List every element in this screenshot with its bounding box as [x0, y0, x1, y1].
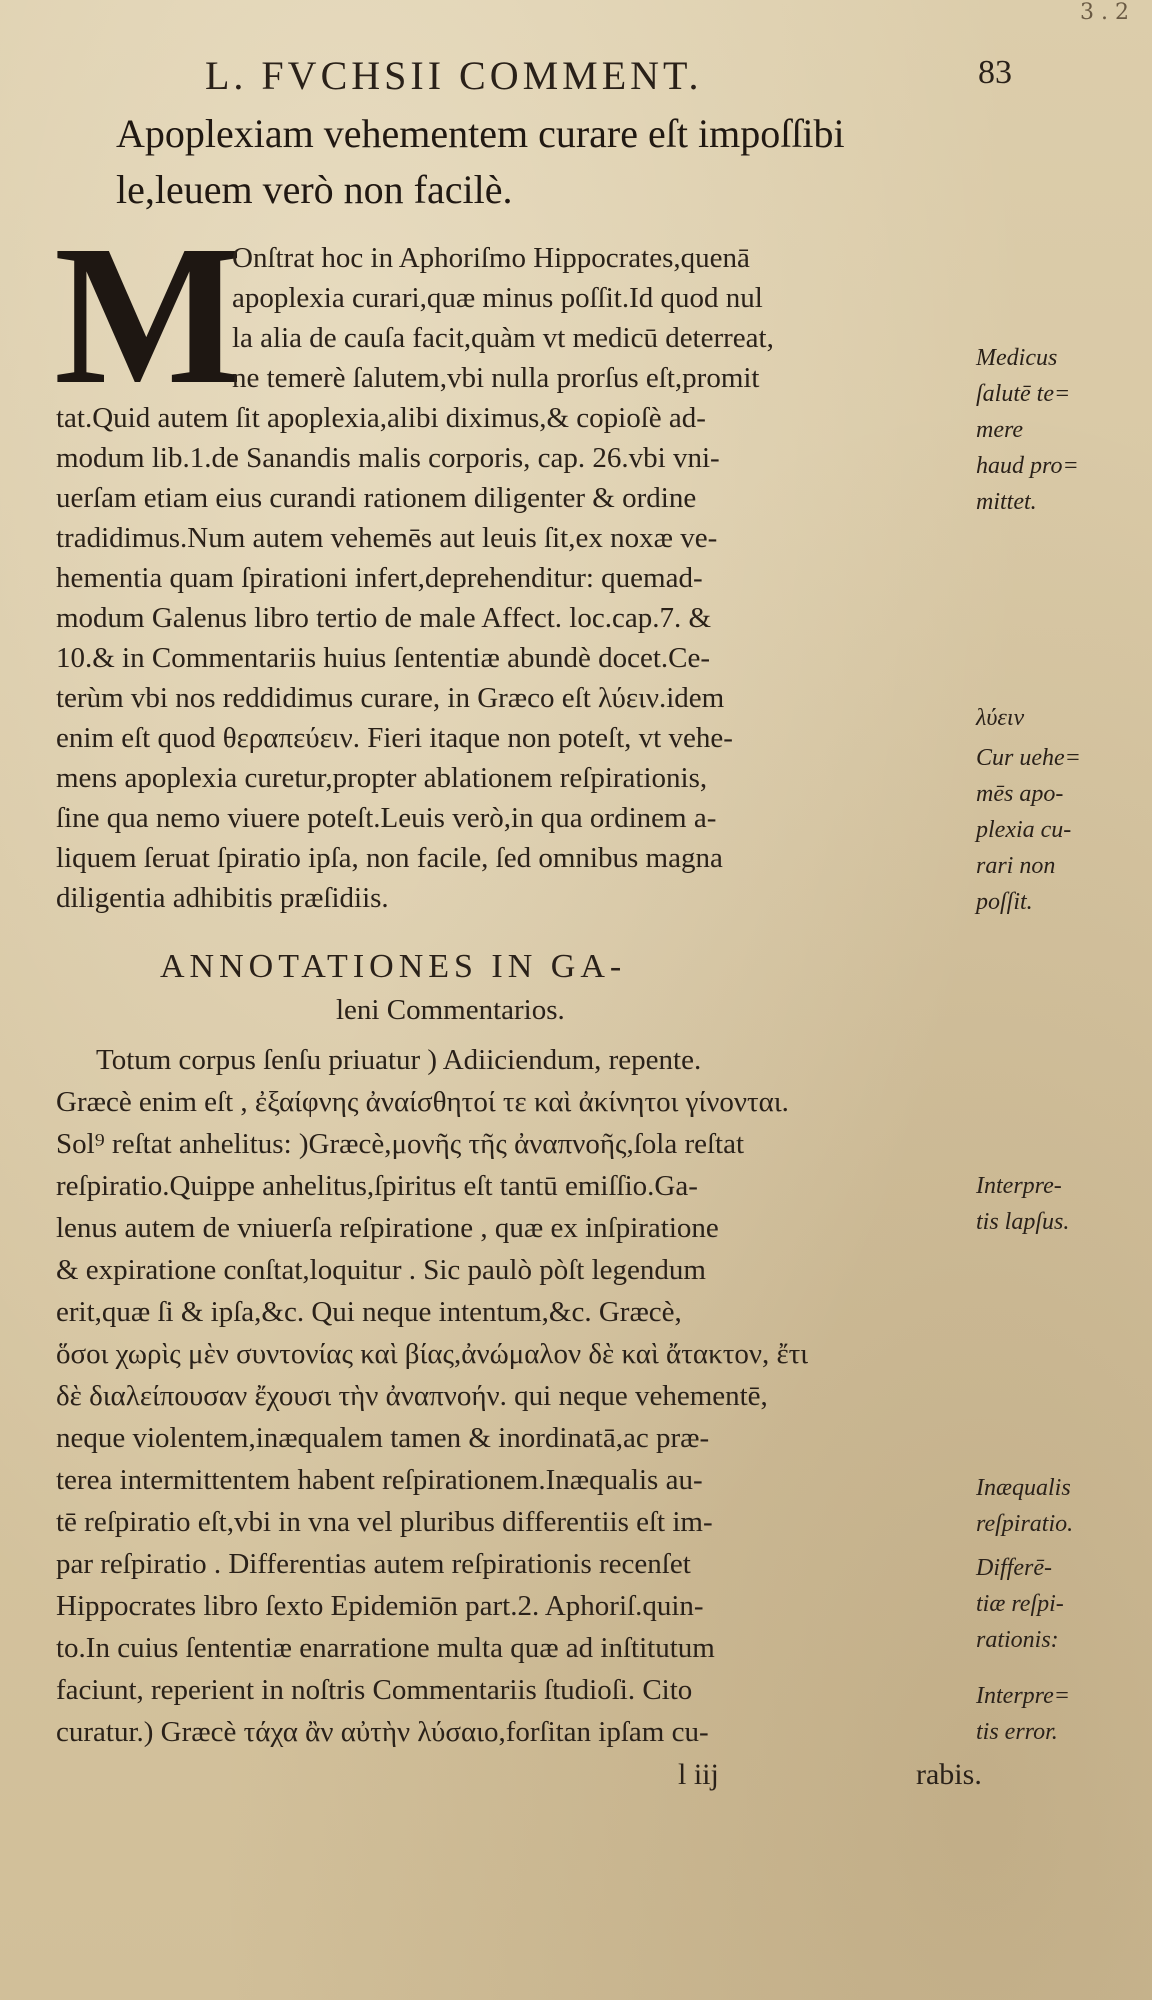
- body-line: modum Galenus libro tertio de male Affect. loc.cap.7. &: [56, 602, 712, 634]
- annotation-line: curatur.) Græcè τάχα ἂν αὐτὴν λύσαιο,forſitan ipſam cu-: [56, 1716, 709, 1748]
- annotation-line: ὅσοι χωρὶς μὲν συντονίας καὶ βίας,ἀνώμαλον δὲ καὶ ἄτακτον, ἔτι: [56, 1338, 809, 1370]
- margin-note-line: Medicus: [976, 345, 1058, 371]
- body-line: ne temerè ſalutem,vbi nulla prorſus eſt,promit: [232, 362, 760, 394]
- margin-note: [976, 1168, 1146, 1240]
- heading-line: le,leuem verò non facilè.: [116, 167, 513, 212]
- annotations-subtitle: leni Commentarios.: [336, 994, 565, 1026]
- margin-note-line: plexia cu-: [976, 817, 1072, 843]
- signature-mark: l iij: [678, 1758, 719, 1791]
- annotation-line: lenus autem de vniuerſa reſpiratione , quæ ex inſpiratione: [56, 1212, 719, 1244]
- margin-note-line: λύειν: [976, 705, 1025, 731]
- annotation-line: neque violentem,inæqualem tamen & inordinatā,ac præ-: [56, 1422, 710, 1454]
- annotation-line: Sol⁹ reſtat anhelitus: )Græcè,μονῆς τῆς ἀναπνοῆς,ſola reſtat: [56, 1128, 745, 1160]
- margin-note-line: reſpiratio.: [976, 1511, 1074, 1537]
- annotation-line: reſpiratio.Quippe anhelitus,ſpiritus eſt tantū emiſſio.Ga-: [56, 1170, 698, 1202]
- margin-note: [976, 1550, 1146, 1658]
- margin-note-line: mēs apo-: [976, 781, 1064, 807]
- margin-note-line: Differē-: [976, 1555, 1052, 1581]
- annotation-line: par reſpiratio . Differentias autem reſpirationis recenſet: [56, 1548, 691, 1580]
- annotation-line: faciunt, reperient in noſtris Commentariis ſtudioſi. Cito: [56, 1674, 693, 1706]
- margin-note: [976, 1470, 1146, 1542]
- drop-cap: M: [54, 205, 243, 426]
- margin-note-line: rationis:: [976, 1627, 1059, 1653]
- margin-note-line: mittet.: [976, 489, 1037, 515]
- body-line: Onſtrat hoc in Aphoriſmo Hippocrates,quenā: [232, 242, 750, 274]
- body-line: ſine qua nemo viuere poteſt.Leuis verò,in qua ordinem a-: [56, 802, 717, 834]
- margin-note: [976, 340, 1146, 520]
- corner-mark: 3 . 2: [1080, 0, 1129, 25]
- body-line: 10.& in Commentariis huius ſententiæ abundè docet.Ce-: [56, 642, 711, 674]
- margin-note-line: Inæqualis: [976, 1475, 1071, 1501]
- margin-note-line: Interpre=: [976, 1683, 1070, 1709]
- margin-note-line: tis error.: [976, 1719, 1058, 1745]
- annotation-line: to.In cuius ſententiæ enarratione multa quæ ad inſtitutum: [56, 1632, 715, 1664]
- margin-note-line: poſſit.: [976, 889, 1033, 915]
- body-line: enim eſt quod θεραπεύειν. Fieri itaque non poteſt, vt vehe-: [56, 722, 733, 754]
- body-line: uerſam etiam eius curandi rationem diligenter & ordine: [56, 482, 697, 514]
- annotation-line: & expiratione conſtat,loquitur . Sic paulò pòſt legendum: [56, 1254, 706, 1286]
- margin-note-line: haud pro=: [976, 453, 1079, 479]
- body-line: modum lib.1.de Sanandis malis corporis, cap. 26.vbi vni-: [56, 442, 720, 474]
- annotation-line: Hippocrates libro ſexto Epidemiōn part.2. Aphoriſ.quin-: [56, 1590, 704, 1622]
- body-line: terùm vbi nos reddidimus curare, in Græco eſt λύειν.idem: [56, 682, 725, 714]
- heading-line: Apoplexiam vehementem curare eſt impoſſibi: [116, 111, 845, 156]
- margin-note: [976, 700, 1146, 736]
- running-head: L. FVCHSII COMMENT.: [205, 53, 703, 98]
- annotation-line: Græcè enim eſt , ἐξαίφνης ἀναίσθητοί τε καὶ ἀκίνητοι γίνονται.: [56, 1086, 789, 1118]
- catchword: rabis.: [916, 1758, 982, 1791]
- body-line: apoplexia curari,quæ minus poſſit.Id quod nul: [232, 282, 763, 314]
- body-line: tradidimus.Num autem vehemēs aut leuis ſit,ex noxæ ve-: [56, 522, 718, 554]
- margin-note-line: Interpre-: [976, 1173, 1062, 1199]
- margin-note-line: tis lapſus.: [976, 1209, 1070, 1235]
- margin-note-line: Cur uehe=: [976, 745, 1081, 771]
- folio-number: 83: [978, 54, 1012, 91]
- body-line: hementia quam ſpirationi infert,deprehenditur: quemad-: [56, 562, 703, 594]
- annotation-line: tē reſpiratio eſt,vbi in vna vel pluribus differentiis eſt im-: [56, 1506, 713, 1538]
- margin-note: [976, 1678, 1146, 1750]
- body-line: tat.Quid autem ſit apoplexia,alibi diximus,& copioſè ad-: [56, 402, 706, 434]
- margin-note-line: tiæ reſpi-: [976, 1591, 1064, 1617]
- body-line: la alia de cauſa facit,quàm vt medicū deterreat,: [232, 322, 774, 354]
- margin-note-line: mere: [976, 417, 1024, 443]
- annotation-line: δὲ διαλείπουσαν ἔχουσι τὴν ἀναπνοήν. qui neque vehementē,: [56, 1380, 768, 1412]
- body-line: diligentia adhibitis præſidiis.: [56, 882, 389, 914]
- annotations-title: ANNOTATIONES IN GA-: [160, 948, 627, 985]
- margin-note: [976, 740, 1146, 920]
- annotation-line: Totum corpus ſenſu priuatur ) Adiiciendum, repente.: [96, 1044, 702, 1076]
- body-line: mens apoplexia curetur,propter ablationem reſpirationis,: [56, 762, 708, 794]
- margin-note-line: ſalutē te=: [976, 381, 1071, 407]
- body-line: liquem ſeruat ſpiratio ipſa, non facile, ſed omnibus magna: [56, 842, 723, 874]
- chapter-heading: [116, 106, 996, 218]
- margin-note-line: rari non: [976, 853, 1056, 879]
- annotation-line: terea intermittentem habent reſpirationem.Inæqualis au-: [56, 1464, 703, 1496]
- annotation-line: erit,quæ ſi & ipſa,&c. Qui neque intentum,&c. Græcè,: [56, 1296, 682, 1328]
